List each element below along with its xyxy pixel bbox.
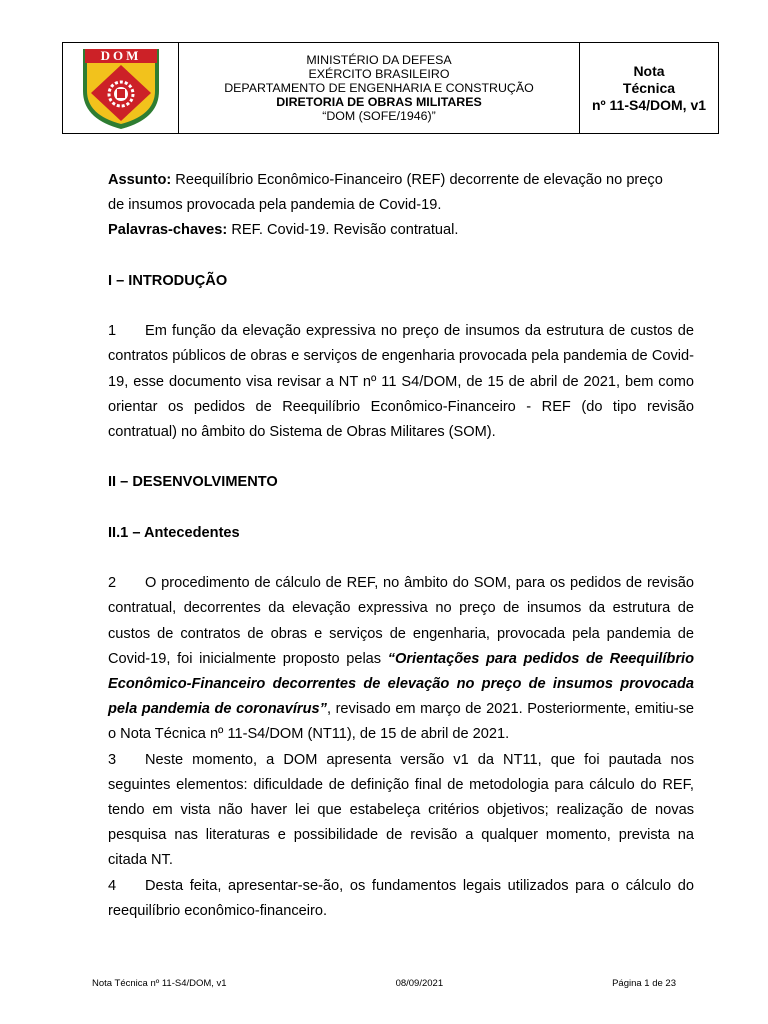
document-header [62, 42, 719, 134]
paragraph-2-text-b: , revisado em março de 2021. Posteriormente, emitiu-se o Nota Técnica nº 11-S4/DOM (NT11), de 15 de abril de 2021. [108, 701, 694, 743]
page-footer [92, 978, 676, 989]
paragraph-2-italic-title: “Orientações para pedidos de Reequilíbrio Econômico-Financeiro decorrentes de elevação no preço de insumos provocada pela pandemia de coronavírus” [108, 650, 694, 718]
paragraph-2-text-a: O procedimento de cálculo de REF, no âmbito do SOM, para os pedidos de revisão contratual, decorrentes da elevação expressiva no preço de insumos da estrutura de custos de contratos de obras e serviços de engenharia, provocada pela pandemia de Covid-19, foi inicialmente proposto pelas [108, 575, 694, 667]
org-line-dom: “DOM (SOFE/1946)” [322, 109, 436, 123]
paragraph-1 [108, 319, 694, 445]
paragraph-1-number: 1 [108, 323, 117, 340]
palavras-text: REF. Covid-19. Revisão contratual. [227, 222, 459, 239]
paragraph-3 [108, 748, 694, 874]
footer-date: 08/09/2021 [395, 978, 444, 989]
org-line-ministry: MINISTÉRIO DA DEFESA [306, 53, 452, 67]
footer-document-id: Nota Técnica nº 11-S4/DOM, v1 [92, 978, 227, 989]
org-line-army: EXÉRCITO BRASILEIRO [308, 67, 450, 81]
palavras-line [108, 218, 694, 243]
footer-page-number: Página 1 de 23 [612, 978, 676, 989]
paragraph-4-number: 4 [108, 877, 117, 894]
assunto-line-2: de insumos provocada pela pandemia de Covid-19. [108, 197, 442, 214]
section-introducao: I – INTRODUÇÃO [108, 272, 228, 289]
logo-cell [63, 43, 179, 133]
paragraph-3-text: Neste momento, a DOM apresenta versão v1 da NT11, que foi pautada nos seguintes elementos: dificuldade de definição final de metodologia para cálculo do REF, tendo em vista não haver lei que estabeleça critérios objetivos; realização de novas pesquisa nas literaturas e possibilidade de revisão a qualquer momento, prevista na citada NT. [108, 751, 694, 869]
dom-shield-logo [79, 45, 163, 131]
paragraph-3-number: 3 [108, 751, 117, 768]
assunto-text-1: Reequilíbrio Econômico-Financeiro (REF) decorrente de elevação no preço [171, 172, 663, 188]
document-body [108, 168, 694, 924]
paragraph-2-number: 2 [108, 575, 117, 592]
note-line-2: Técnica [622, 79, 676, 96]
org-line-department: DEPARTAMENTO DE ENGENHARIA E CONSTRUÇÃO [224, 81, 534, 95]
section-antecedentes: II.1 – Antecedentes [108, 524, 240, 541]
section-desenvolvimento: II – DESENVOLVIMENTO [108, 474, 278, 491]
paragraph-2 [108, 571, 694, 747]
org-line-directorate: DIRETORIA DE OBRAS MILITARES [276, 95, 482, 109]
organization-block [179, 43, 580, 133]
palavras-label: Palavras-chaves: [108, 222, 228, 239]
assunto-label: Assunto: [108, 172, 172, 188]
note-line-3: nº 11-S4/DOM, v1 [591, 96, 707, 113]
assunto-line-1 [108, 168, 694, 193]
paragraph-1-text: Em função da elevação expressiva no preço de insumos da estrutura de custos de contratos públicos de obras e serviços de engenharia provocada pela pandemia de Covid-19, esse documento visa revisar a NT nº 11 S4/DOM, de 15 de abril de 2021, bem como orientar os pedidos de Reequilíbrio Econômico-Financeiro - REF (do tipo revisão contratual) no âmbito do Sistema de Obras Militares (SOM). [108, 323, 694, 440]
paragraph-4 [108, 874, 694, 924]
logo-text: DOM [100, 48, 141, 63]
note-line-1: Nota [633, 62, 665, 79]
note-id-block [580, 43, 718, 133]
paragraph-4-text: Desta feita, apresentar-se-ão, os fundamentos legais utilizados para o cálculo do reequilíbrio econômico-financeiro. [108, 877, 694, 919]
